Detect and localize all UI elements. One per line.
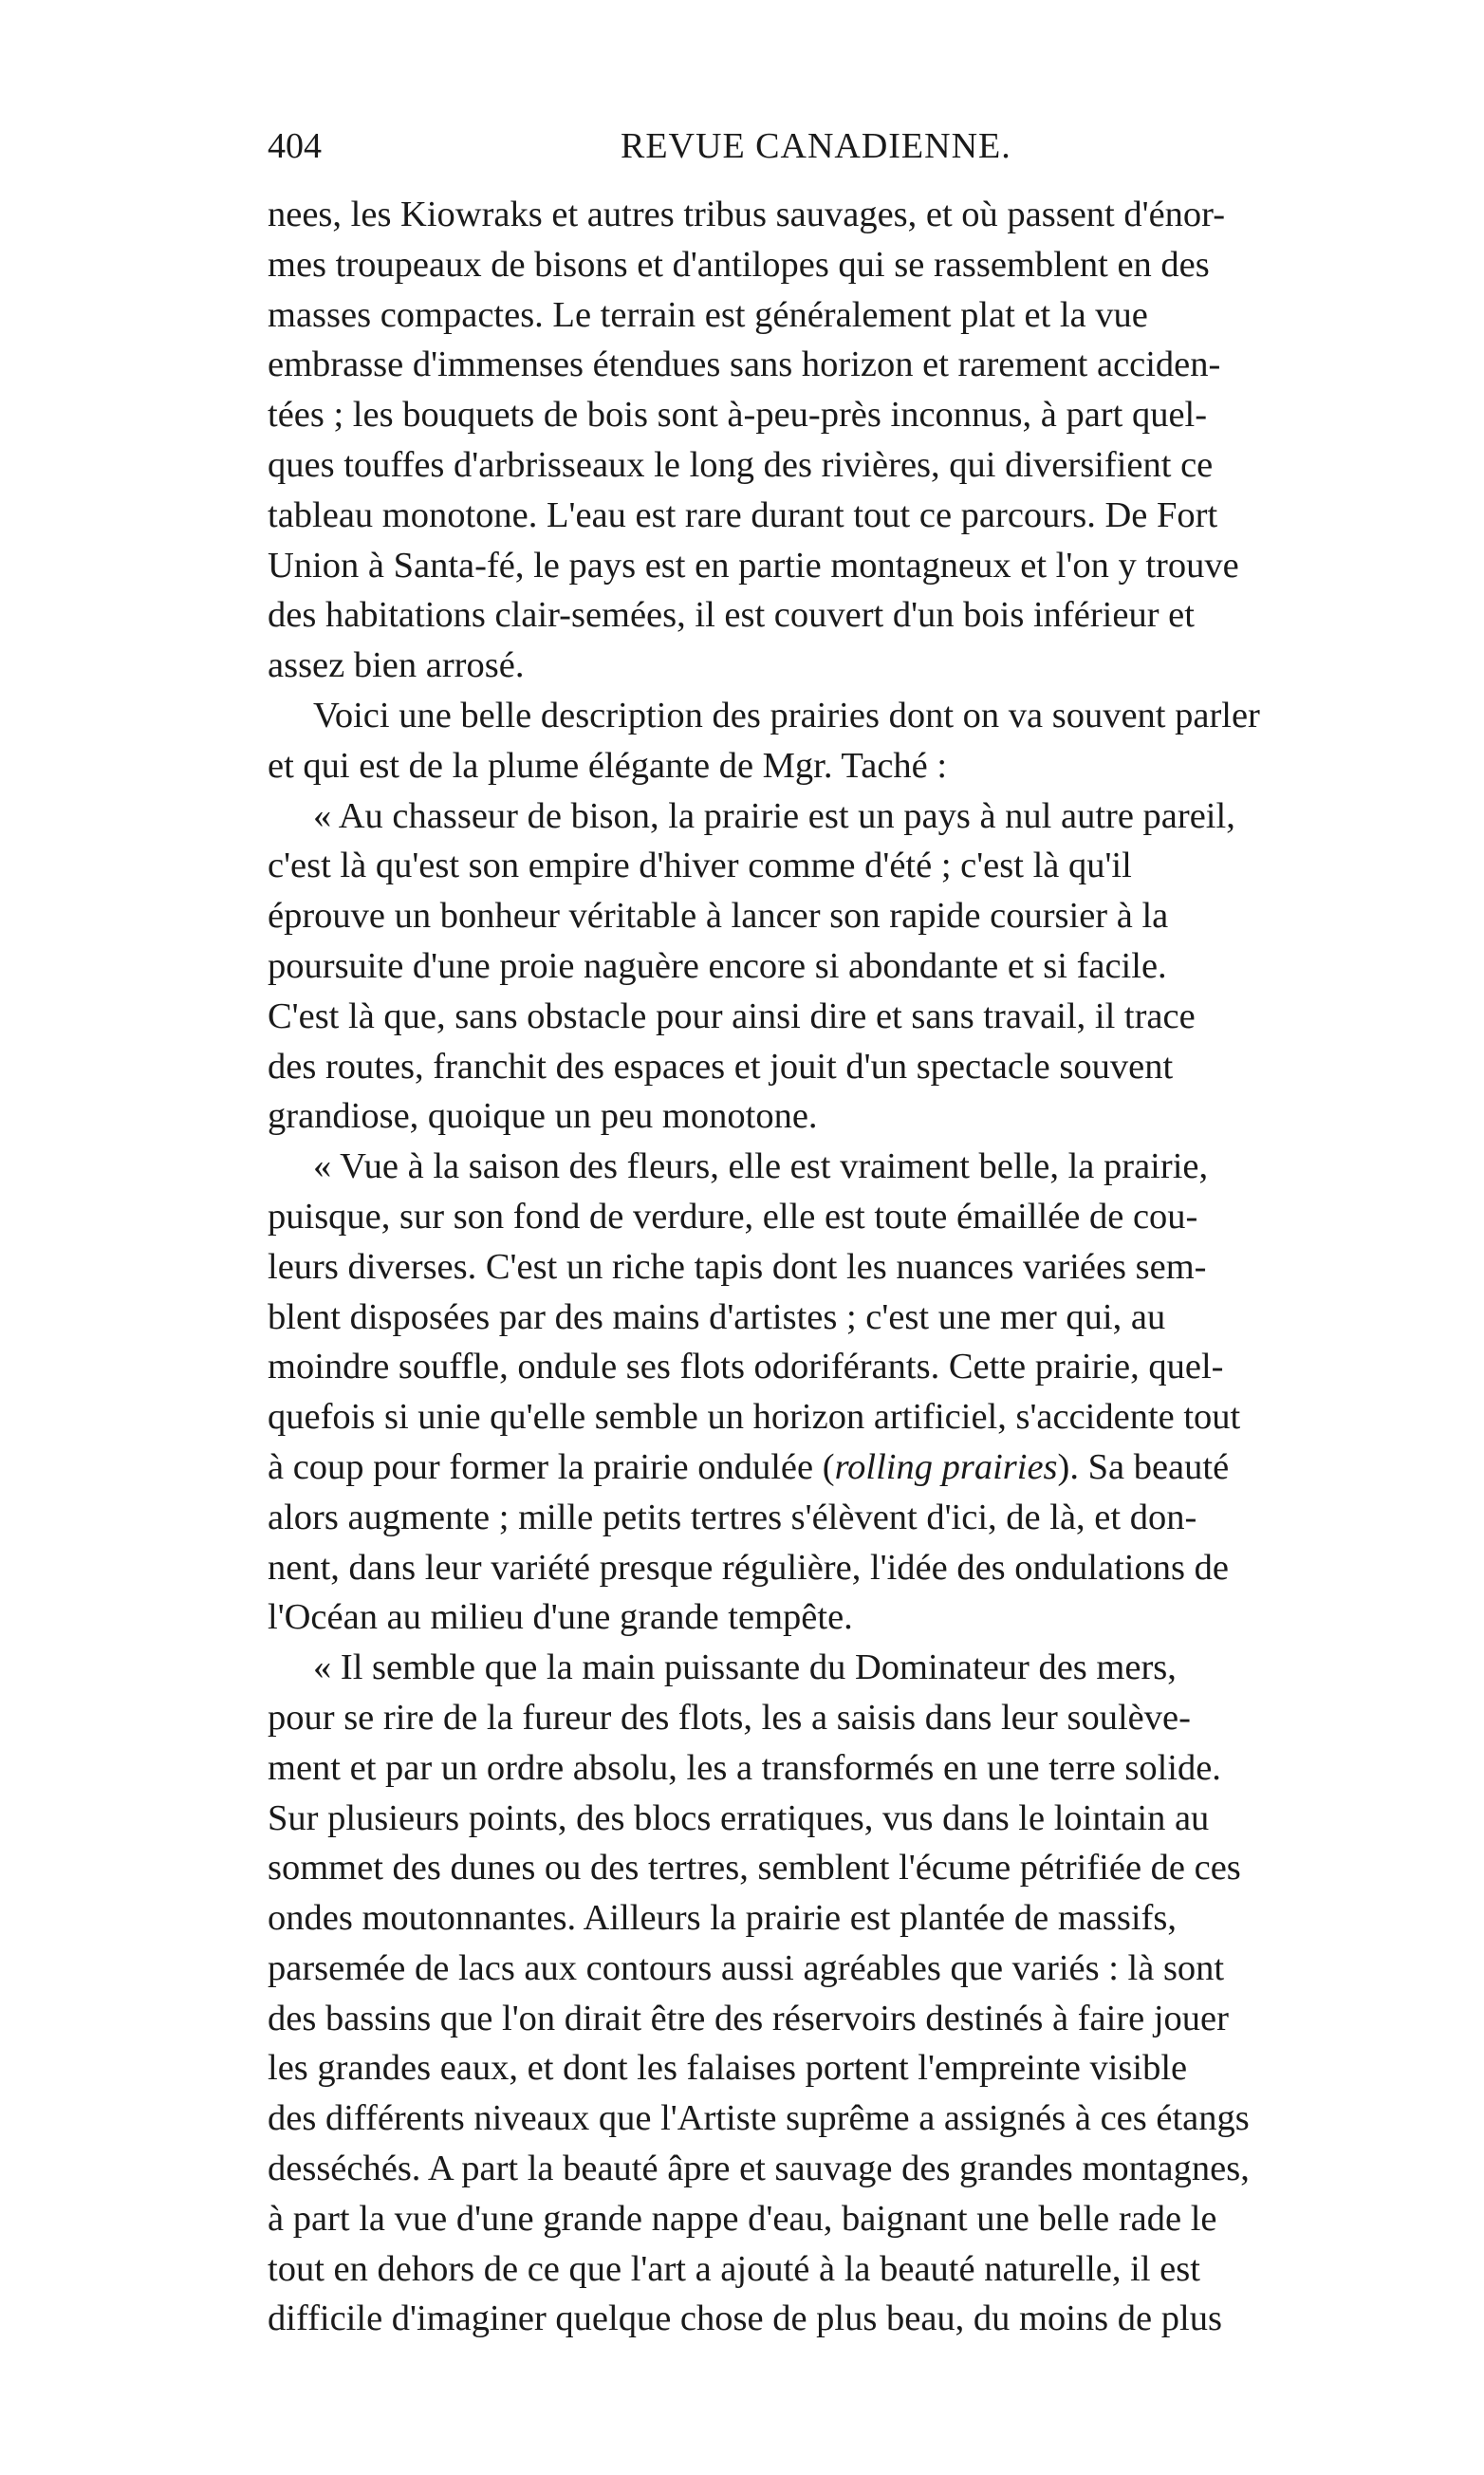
text-line: tableau monotone. L'eau est rare durant tout ce parcours. De Fort: [268, 494, 1218, 535]
text-line: « Il semble que la main puissante du Dominateur des mers,: [313, 1647, 1177, 1688]
text-line: moindre souffle, ondule ses flots odoriférants. Cette prairie, quel-: [268, 1347, 1224, 1387]
text-line: quefois si unie qu'elle semble un horizon artificiel, s'accidente tout: [268, 1397, 1241, 1438]
text-line: et qui est de la plume élégante de Mgr. Taché :: [268, 745, 948, 786]
text-line: poursuite d'une proie naguère encore si abondante et si facile.: [268, 945, 1167, 986]
text-line: grandiose, quoique un peu monotone.: [268, 1096, 818, 1137]
text-line: ques touffes d'arbrisseaux le long des rivières, qui diversifient ce: [268, 444, 1214, 485]
text-run: à coup pour former la prairie ondulée (: [268, 1446, 835, 1487]
italic-phrase: rolling prairies: [834, 1446, 1058, 1487]
page-header: [268, 121, 1216, 171]
paragraph: [268, 1643, 1406, 2344]
text-line: nent, dans leur variété presque régulière, l'idée des ondulations de: [268, 1547, 1229, 1588]
running-title: REVUE CANADIENNE.: [621, 126, 1011, 166]
paragraph: [268, 190, 1406, 691]
page-number: 404: [268, 126, 322, 166]
text-line: « Au chasseur de bison, la prairie est un pays à nul autre pareil,: [313, 795, 1235, 836]
text-line: assez bien arrosé.: [268, 645, 525, 686]
text-line: pour se rire de la fureur des flots, les a saisis dans leur soulève-: [268, 1697, 1191, 1738]
text-line: sommet des dunes ou des tertres, semblent l'écume pétrifiée de ces: [268, 1848, 1241, 1889]
text-line: des différents niveaux que l'Artiste suprême a assignés à ces étangs: [268, 2098, 1250, 2139]
text-line: puisque, sur son fond de verdure, elle est toute émaillée de cou-: [268, 1196, 1198, 1237]
text-line: l'Océan au milieu d'une grande tempête.: [268, 1597, 853, 1638]
text-line: desséchés. A part la beauté âpre et sauvage des grandes montagnes,: [268, 2149, 1250, 2189]
text-line: tées ; les bouquets de bois sont à-peu-près inconnus, à part quel-: [268, 395, 1208, 436]
text-line: leurs diverses. C'est un riche tapis dont les nuances variées sem-: [268, 1246, 1207, 1287]
paragraph: [268, 791, 1406, 1143]
text-line: C'est là que, sans obstacle pour ainsi dire et sans travail, il trace: [268, 996, 1196, 1036]
paragraph: [268, 691, 1406, 791]
text-line: des routes, franchit des espaces et jouit d'un spectacle souvent: [268, 1046, 1174, 1087]
text-line: mes troupeaux de bisons et d'antilopes qui se rassemblent en des: [268, 244, 1210, 285]
text-line: [268, 1442, 1406, 1493]
text-line: c'est là qu'est son empire d'hiver comme d'été ; c'est là qu'il: [268, 846, 1132, 886]
text-line: parsemée de lacs aux contours aussi agréables que variés : là sont: [268, 1947, 1225, 1988]
text-line: des habitations clair-semées, il est couvert d'un bois inférieur et: [268, 595, 1195, 636]
text-line: Voici une belle description des prairies dont on va souvent parler: [313, 695, 1260, 735]
text-line: difficile d'imaginer quelque chose de plus beau, du moins de plus: [268, 2298, 1222, 2339]
text-line: blent disposées par des mains d'artistes ; c'est une mer qui, au: [268, 1296, 1166, 1337]
text-line: embrasse d'immenses étendues sans horizon et rarement acciden-: [268, 344, 1221, 385]
text-line: des bassins que l'on dirait être des réservoirs destinés à faire jouer: [268, 1998, 1229, 2038]
text-line: nees, les Kiowraks et autres tribus sauvages, et où passent d'énor-: [268, 195, 1226, 234]
text-line: les grandes eaux, et dont les falaises portent l'empreinte visible: [268, 2048, 1188, 2089]
text-line: Union à Santa-fé, le pays est en partie montagneux et l'on y trouve: [268, 545, 1239, 586]
text-run: ). Sa beauté: [1057, 1446, 1230, 1487]
text-line: alors augmente ; mille petits tertres s'élèvent d'ici, de là, et don-: [268, 1497, 1197, 1537]
text-line: à part la vue d'une grande nappe d'eau, baignant une belle rade le: [268, 2198, 1217, 2239]
text-line: ondes moutonnantes. Ailleurs la prairie est plantée de massifs,: [268, 1898, 1177, 1939]
text-line: « Vue à la saison des fleurs, elle est vraiment belle, la prairie,: [313, 1146, 1209, 1187]
body-text: [268, 190, 1406, 2344]
text-line: éprouve un bonheur véritable à lancer son rapide coursier à la: [268, 896, 1169, 937]
text-line: ment et par un ordre absolu, les a transformés en une terre solide.: [268, 1747, 1221, 1788]
paragraph: [268, 1142, 1406, 1643]
text-line: tout en dehors de ce que l'art a ajouté à la beauté naturelle, il est: [268, 2248, 1200, 2289]
text-line: masses compactes. Le terrain est généralement plat et la vue: [268, 294, 1148, 335]
text-line: Sur plusieurs points, des blocs erratiques, vus dans le lointain au: [268, 1797, 1210, 1838]
